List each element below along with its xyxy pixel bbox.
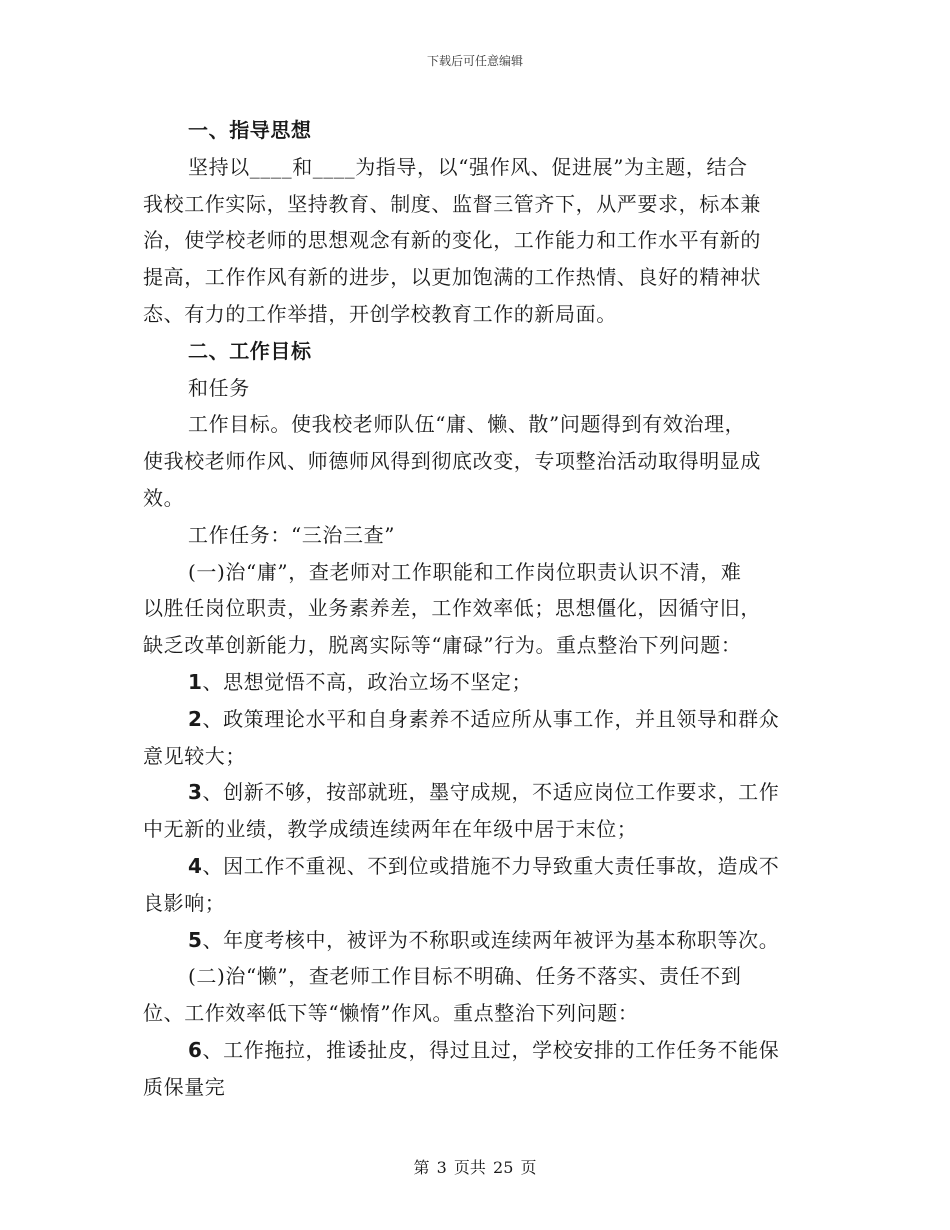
footer-page-number: 3	[436, 1158, 447, 1177]
paragraph-line	[143, 406, 808, 443]
paragraph-line	[143, 958, 808, 995]
footer-prefix: 第	[413, 1158, 430, 1177]
line-text: 工作目标。使我校老师队伍“庸、懒、散”问题得到有效治理，	[188, 412, 746, 437]
line-text: 二、工作目标	[188, 338, 312, 363]
item-number: 3	[188, 780, 203, 805]
paragraph-line	[143, 149, 808, 186]
line-text: 意见较大；	[143, 743, 246, 768]
line-text: 效。	[143, 485, 185, 510]
item-number: 2	[188, 706, 203, 731]
paragraph-line	[143, 480, 808, 517]
line-text: 、因工作不重视、不到位或措施不力导致重大责任事故，造成不	[202, 853, 780, 878]
paragraph-line	[143, 554, 808, 591]
line-text: 、创新不够，按部就班，墨守成规，不适应岗位工作要求，工作	[202, 780, 780, 805]
paragraph-line	[143, 296, 808, 333]
paragraph-line	[143, 701, 808, 738]
paragraph-line	[143, 222, 808, 259]
paragraph-line	[143, 259, 808, 296]
document-body	[143, 112, 808, 1106]
paragraph-line	[143, 848, 808, 885]
paragraph-line	[143, 811, 808, 848]
paragraph-line	[143, 590, 808, 627]
line-text: 位、工作效率低下等“懒惰”作风。重点整治下列问题：	[143, 1001, 639, 1026]
line-text: 一、指导思想	[188, 118, 312, 142]
header-note: 下载后可任意编辑	[426, 54, 523, 68]
line-text: 我校工作实际，坚持教育、制度、监督三管齐下，从严要求，标本兼	[143, 191, 761, 216]
item-number: 1	[188, 669, 203, 694]
paragraph-line	[143, 370, 808, 407]
line-text: 和任务	[188, 375, 250, 400]
paragraph-line	[143, 517, 808, 554]
footer-total-pages: 25	[493, 1158, 514, 1177]
line-text: 、政策理论水平和自身素养不适应所从事工作，并且领导和群众	[202, 706, 780, 731]
paragraph-line	[143, 186, 808, 223]
item-number: 6	[188, 1037, 203, 1062]
line-text: 提高，工作作风有新的进步，以更加饱满的工作热情、良好的精神状	[143, 265, 761, 290]
line-text: 工作任务：“三治三查”	[188, 522, 396, 547]
section-heading	[143, 333, 808, 370]
footer-suffix: 页	[520, 1158, 537, 1177]
page-footer	[0, 1155, 950, 1178]
paragraph-line	[143, 738, 808, 775]
item-number: 4	[188, 853, 203, 878]
footer-middle: 页共	[453, 1158, 486, 1177]
paragraph-line	[143, 774, 808, 811]
section-heading	[143, 112, 808, 149]
line-text: 良影响；	[143, 890, 226, 915]
paragraph-line	[143, 627, 808, 664]
line-text: 坚持以____和____为指导，以“强作风、促进展”为主题，结合	[188, 154, 748, 179]
line-text: 质保量完	[143, 1074, 226, 1099]
line-text: 、年度考核中，被评为不称职或连续两年被评为基本称职等次。	[202, 927, 780, 952]
line-text: 缺乏改革创新能力，脱离实际等“庸碌”行为。重点整治下列问题：	[143, 633, 742, 658]
line-text: (二)治“懒”，查老师工作目标不明确、任务不落实、责任不到	[188, 964, 742, 989]
line-text: 中无新的业绩，教学成绩连续两年在年级中居于末位；	[143, 817, 638, 842]
line-text: 、思想觉悟不高，政治立场不坚定；	[202, 669, 533, 694]
paragraph-line	[143, 1032, 808, 1069]
line-text: 使我校老师作风、师德师风得到彻底改变，专项整治活动取得明显成	[143, 449, 761, 474]
line-text: 、工作拖拉，推诿扯皮，得过且过，学校安排的工作任务不能保	[202, 1037, 780, 1062]
line-text: (一)治“庸”，查老师对工作职能和工作岗位职责认识不清，难	[188, 559, 742, 584]
paragraph-line	[143, 1069, 808, 1106]
paragraph-line	[143, 922, 808, 959]
line-text: 态、有力的工作举措，开创学校教育工作的新局面。	[143, 301, 617, 326]
paragraph-line	[143, 664, 808, 701]
line-text: 以胜任岗位职责，业务素养差，工作效率低；思想僵化，因循守旧，	[143, 596, 761, 621]
line-text: 治，使学校老师的思想观念有新的变化，工作能力和工作水平有新的	[143, 228, 761, 253]
paragraph-line	[143, 443, 808, 480]
paragraph-line	[143, 995, 808, 1032]
paragraph-line	[143, 885, 808, 922]
item-number: 5	[188, 927, 203, 952]
